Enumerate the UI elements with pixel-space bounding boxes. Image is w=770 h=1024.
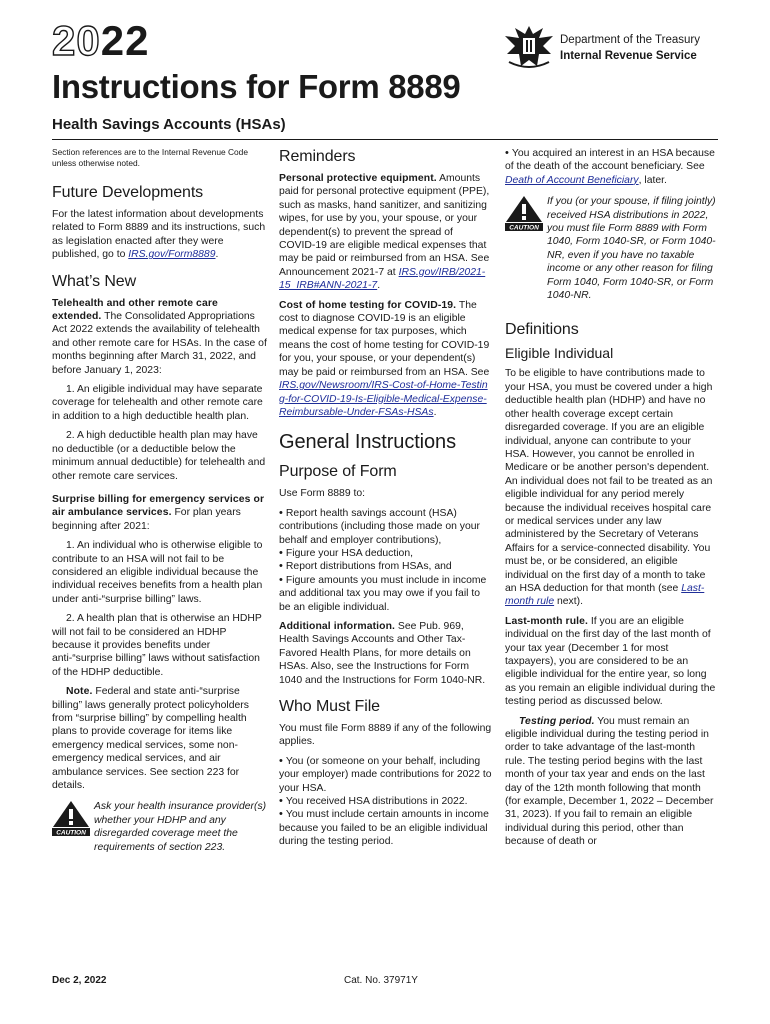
year-prefix: 20 <box>52 17 101 64</box>
future-developments-heading: Future Developments <box>52 184 204 201</box>
list-item: • Figure amounts you must include in income and additional tax you may owe if you fail to be an eligible individual. <box>279 574 492 614</box>
page-title: Instructions for Form 8889 <box>52 68 461 105</box>
purpose-list <box>279 507 492 614</box>
list-item: • Report distributions from HSAs, and <box>279 560 492 573</box>
who-must-file-list-continued <box>505 147 718 187</box>
testing-period-paragraph: Testing period. You must remain an eligible individual during the testing period in order to take advantage of the last-month rule. The testing period begins with the last month of your tax year and ends on the last day of the 12th month following that month (for example, December 1, 2022 – December 31, 2023). If you fail to remain an eligible individual during this period, other than because of death or <box>505 715 714 848</box>
whats-new-heading: What’s New <box>52 272 137 290</box>
surprise-item-1: 1. An individual who is otherwise eligible to contribute to an HSA will not fail to be considered an eligible individual because the individual receives benefits from a health plan under anti-“surprise billing” laws. <box>52 540 263 605</box>
caution-box-1 <box>52 800 267 854</box>
last-month-rule-paragraph: Last-month rule. If you are an eligible individual on the first day of the last month of your tax year (December 1 for most taxpayers), you are considered to be an eligible individual for the entire year, so long as you remain an eligible individual during the testing period as discussed below. <box>505 615 716 708</box>
column-1 <box>52 147 267 862</box>
telehealth-item-2: 2. A high deductible health plan may have no deductible (or a deductible below the minimum annual deductible) for telehealth and other remote care services. <box>52 430 266 482</box>
purpose-intro: Use Form 8889 to: <box>279 488 366 500</box>
surprise-billing-paragraph: Surprise billing for emergency services or air ambulance services. For plan years beginning after 2021: <box>52 493 265 532</box>
purpose-of-form-heading: Purpose of Form <box>279 463 397 481</box>
year-suffix: 22 <box>100 17 150 64</box>
caution-box-2 <box>505 195 718 302</box>
caution-text-2: If you (or your spouse, if filing jointly) received HSA distributions in 2022, you must file Form 8889 with Form 1040, Form 1040-SR, or Form 1040-NR, even if you have no taxable income or any other reason for filing Form 1040, Form 1040-SR, or Form 1040-NR. <box>547 196 716 302</box>
agency-block <box>560 32 700 64</box>
ppe-paragraph: Personal protective equipment. Amounts paid for personal protective equipment (PPE), such as masks, hand sanitizer, and sanitizing wipes, for use by you, your spouse, or your dependent(s) to prevent the spread of COVID-19 are eligible medical expenses that may be paid or reimbursed from an HSA. See Announcement 2021-7 at IRS.gov/IRB/2021-15_IRB#ANN-2021-7. <box>279 173 490 292</box>
irs-covid-testing-link[interactable]: IRS.gov/Newsroom/IRS-Cost-of-Home-Testing-for-COVID-19-Is-Eligible-Medical-Expense-Reimbursable-Under-FSAs-HSAs <box>279 380 488 418</box>
agency-department: Department of the Treasury <box>560 34 700 46</box>
who-must-file-intro: You must file Form 8889 if any of the following applies. <box>279 723 492 748</box>
general-instructions-heading: General Instructions <box>279 431 456 454</box>
last-month-rule-link[interactable]: Last-month rule <box>505 582 705 608</box>
surprise-item-2: 2. A health plan that is otherwise an HDHP will not fail to be considered an HDHP because it provides benefits under anti-“surprise billing” laws without satisfaction of the HDHP deductible. <box>52 613 262 678</box>
reminders-heading: Reminders <box>279 148 356 165</box>
who-must-file-list <box>279 755 492 849</box>
caution-icon <box>52 800 90 836</box>
future-developments-text: For the latest information about developments related to Form 8889 and its instructions, such as legislation enacted after they were published, go to IRS.gov/Form8889. <box>52 209 266 261</box>
list-item: • You received HSA distributions in 2022. <box>279 795 492 808</box>
additional-info-paragraph: Additional information. See Pub. 969, Health Savings Accounts and Other Tax-Favored Health Plans, for more details on HSAs. Also, see the Instructions for Form 1040 and the Instructions for Form 1040-NR. <box>279 620 486 686</box>
agency-service: Internal Revenue Service <box>560 50 697 62</box>
caution-label: CAUTION <box>509 224 539 232</box>
irs-eagle-logo-icon <box>503 24 555 70</box>
eligible-individual-heading: Eligible Individual <box>505 345 614 362</box>
section-reference-note: Section references are to the Internal Revenue Code unless otherwise noted. <box>52 147 249 168</box>
column-2 <box>279 147 492 855</box>
list-item: • You acquired an interest in an HSA because of the death of the account beneficiary. See Death of Account Beneficiary, later. <box>505 147 718 187</box>
list-item: • You (or someone on your behalf, including your employer) made contributions for 2022 to your HSA. <box>279 755 492 795</box>
covid-testing-paragraph: Cost of home testing for COVID-19. The cost to diagnose COVID-19 is an eligible medical expense for tax purposes, which means the cost of home testing for COVID-19 for you, your spouse, or your dependent(s) may be paid or reimbursed from an HSA. See IRS.gov/Newsroom/IRS-Cost-of-Home-Testing-for-COVID-19-Is-Eligible-Medical-Expense-Reimbursable-Under-FSAs-HSAs. <box>279 299 490 418</box>
header-divider <box>52 139 718 140</box>
column-3 <box>505 147 718 855</box>
irs-form8889-link[interactable]: IRS.gov/Form8889 <box>128 249 216 261</box>
note-paragraph: Note. Federal and state anti-“surprise billing” laws generally protect policyholders from “surprise billing” by compelling health plans to provide coverage for items like emergency medical services, some non-emergency medical services, and air ambulance services. See section 223 for details. <box>52 686 249 792</box>
who-must-file-heading: Who Must File <box>279 698 380 715</box>
caution-icon <box>505 195 543 231</box>
telehealth-paragraph: Telehealth and other remote care extended. The Consolidated Appropriations Act 2022 extends the availability of telehealth and other remote care for HSAs. In the case of months beginning after March 31, 2022, and before January 1, 2023: <box>52 297 267 376</box>
irs-irb-announcement-link[interactable]: IRS.gov/IRB/2021-15_IRB#ANN-2021-7 <box>279 266 486 292</box>
eligible-individual-paragraph: To be eligible to have contributions made to your HSA, you must be covered under a high deductible health plan (HDHP) and have no other health coverage except certain disregarded coverage. If you are an eligible individual, anyone can contribute to your HSA. However, you cannot be enrolled in Medicare or be another person's dependent. An individual does not fail to be treated as an eligible individual for any period merely because the individual receives hospital care or medical services under any law administered by the Secretary of Veterans Affairs for a service-connected disability. You must be, or be considered, an eligible individual on the first day of a month to take an HSA deduction for that month (see Last-month rule next). <box>505 368 713 608</box>
telehealth-item-1: 1. An eligible individual may have separate coverage for telehealth and other remote care in addition to a high deductible health plan. <box>52 384 263 422</box>
list-item: • Report health savings account (HSA) contributions (including those made on your behalf and employer contributions), <box>279 507 492 547</box>
definitions-heading: Definitions <box>505 321 579 339</box>
revision-date: Dec 2, 2022 <box>52 975 107 986</box>
caution-label: CAUTION <box>56 829 86 837</box>
list-item: • You must include certain amounts in income because you failed to be an eligible individual during the testing period. <box>279 808 492 848</box>
list-item: • Figure your HSA deduction, <box>279 547 492 560</box>
death-of-account-beneficiary-link[interactable]: Death of Account Beneficiary <box>505 174 639 186</box>
catalog-number: Cat. No. 37971Y <box>344 975 418 986</box>
form-year <box>52 17 150 64</box>
page-subtitle: Health Savings Accounts (HSAs) <box>52 116 286 133</box>
caution-text-1: Ask your health insurance provider(s) whether your HDHP and any disregarded coverage meet the requirements of section 223. <box>94 801 267 853</box>
